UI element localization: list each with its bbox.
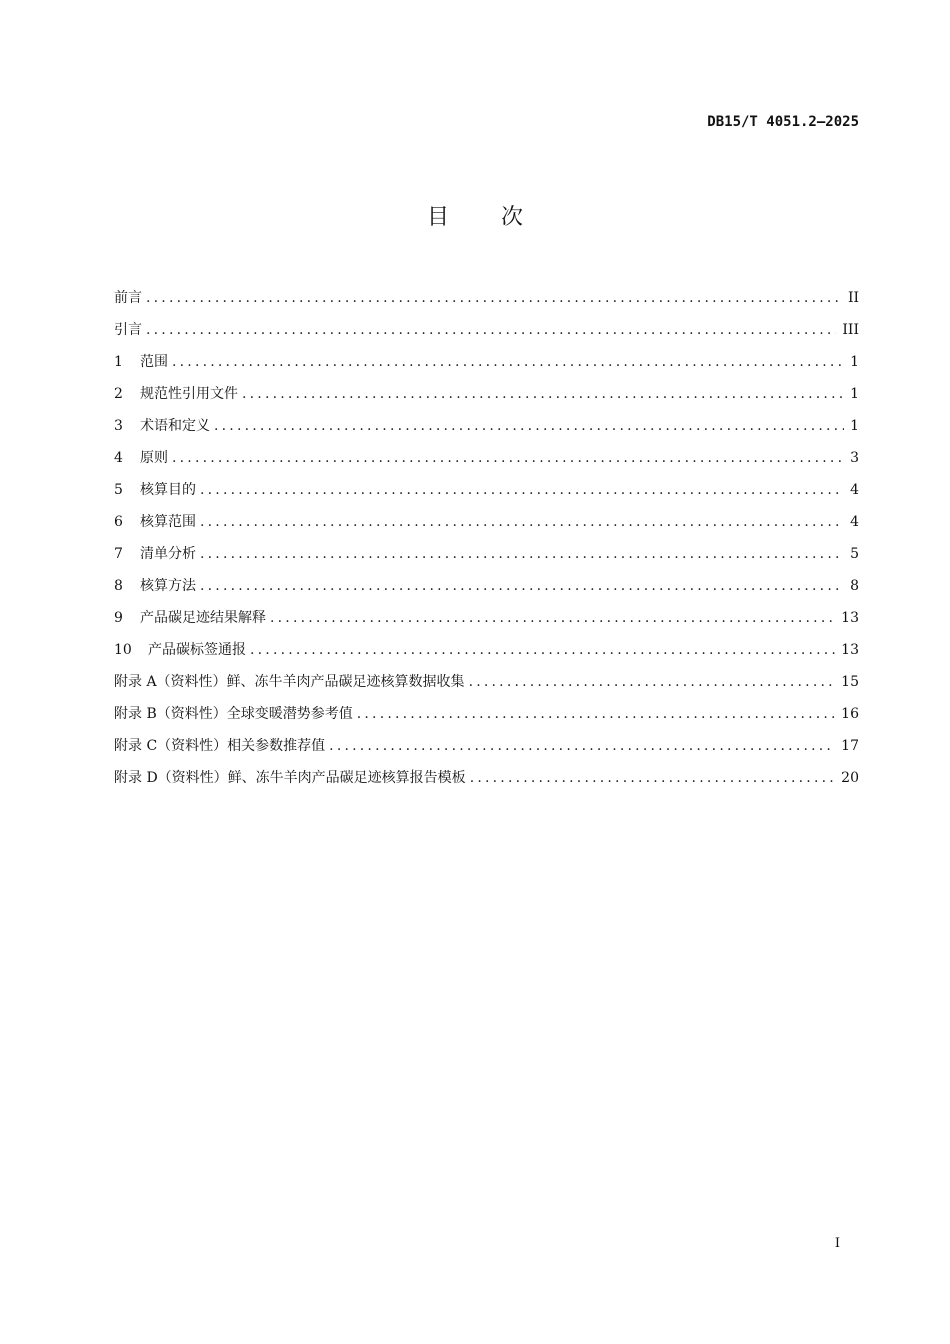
table-of-contents [114,287,859,799]
toc-entry-number: 5 [114,482,123,498]
toc-entry-label: 术语和定义 [140,418,210,434]
page-number: I [834,1236,840,1251]
toc-entry-number: 1 [114,354,123,370]
toc-entry-number: 2 [114,386,123,402]
toc-entry-label: 核算目的 [140,482,196,498]
toc-entry-label: 原则 [140,450,168,466]
toc-entry-label: 全球变暖潜势参考值 [226,706,353,722]
toc-entry-page: 4 [850,514,859,530]
toc-leader-dots [172,354,844,370]
toc-entry-1[interactable] [114,351,859,383]
toc-entry-label: 前言 [114,290,142,306]
toc-entry-foreword[interactable] [114,287,859,319]
toc-entry-page: 16 [841,706,859,722]
toc-leader-dots [469,674,836,690]
toc-leader-dots [357,706,835,722]
toc-leader-dots [200,482,844,498]
toc-entry-page: 5 [850,546,859,562]
toc-entry-number: 8 [114,578,123,594]
toc-entry-page: 4 [850,482,859,498]
toc-entry-label: 鲜、冻牛羊肉产品碳足迹核算报告模板 [227,770,466,786]
toc-entry-page: III [842,322,859,338]
toc-annex-prefix: 附录 A（资料性） [114,674,227,690]
toc-entry-8[interactable] [114,575,859,607]
toc-entry-page: 1 [850,386,859,402]
toc-entry-number: 3 [114,418,123,434]
toc-entry-number: 6 [114,514,123,530]
toc-entry-10[interactable] [114,639,859,671]
toc-entry-label: 产品碳足迹结果解释 [140,610,266,626]
toc-entry-5[interactable] [114,479,859,511]
toc-entry-label: 清单分析 [140,546,196,562]
toc-entry-page: 15 [841,674,859,690]
toc-leader-dots [172,450,844,466]
toc-entry-page: II [847,290,859,306]
toc-entry-page: 17 [841,738,859,754]
toc-entry-annex-c[interactable] [114,735,859,767]
toc-leader-dots [242,386,844,402]
toc-annex-prefix: 附录 D（资料性） [114,770,228,786]
toc-leader-dots [146,322,836,338]
toc-entry-number: 9 [114,610,123,626]
toc-leader-dots [214,418,844,434]
toc-leader-dots [250,642,835,658]
toc-entry-label: 产品碳标签通报 [148,642,246,658]
toc-entry-2[interactable] [114,383,859,415]
toc-entry-label: 范围 [140,354,168,370]
toc-entry-number: 7 [114,546,123,562]
toc-entry-label: 核算范围 [140,514,196,530]
toc-entry-label: 引言 [114,322,142,338]
toc-leader-dots [200,514,844,530]
toc-entry-3[interactable] [114,415,859,447]
toc-title: 目次 [426,205,575,230]
toc-annex-prefix: 附录 C（资料性） [114,738,228,754]
toc-entry-page: 13 [841,610,859,626]
document-code: DB15/T 4051.2—2025 [707,114,859,130]
toc-entry-label: 相关参数推荐值 [227,738,326,754]
toc-leader-dots [146,290,842,306]
toc-annex-prefix: 附录 B（资料性） [114,706,227,722]
toc-entry-number: 10 [114,642,132,658]
toc-leader-dots [470,770,835,786]
toc-entry-9[interactable] [114,607,859,639]
toc-leader-dots [200,578,844,594]
toc-entry-label: 核算方法 [140,578,196,594]
toc-leader-dots [200,546,844,562]
toc-entry-7[interactable] [114,543,859,575]
toc-entry-annex-b[interactable] [114,703,859,735]
toc-entry-label: 规范性引用文件 [140,386,238,402]
toc-entry-page: 1 [850,418,859,434]
toc-entry-6[interactable] [114,511,859,543]
toc-entry-annex-d[interactable] [114,767,859,799]
toc-entry-page: 3 [850,450,859,466]
toc-entry-page: 13 [841,642,859,658]
toc-entry-introduction[interactable] [114,319,859,351]
toc-entry-page: 1 [850,354,859,370]
toc-entry-label: 鲜、冻牛羊肉产品碳足迹核算数据收集 [226,674,465,690]
toc-entry-4[interactable] [114,447,859,479]
toc-leader-dots [329,738,835,754]
toc-entry-page: 8 [850,578,859,594]
toc-leader-dots [270,610,835,626]
toc-entry-number: 4 [114,450,123,466]
toc-entry-page: 20 [841,770,859,786]
toc-entry-annex-a[interactable] [114,671,859,703]
